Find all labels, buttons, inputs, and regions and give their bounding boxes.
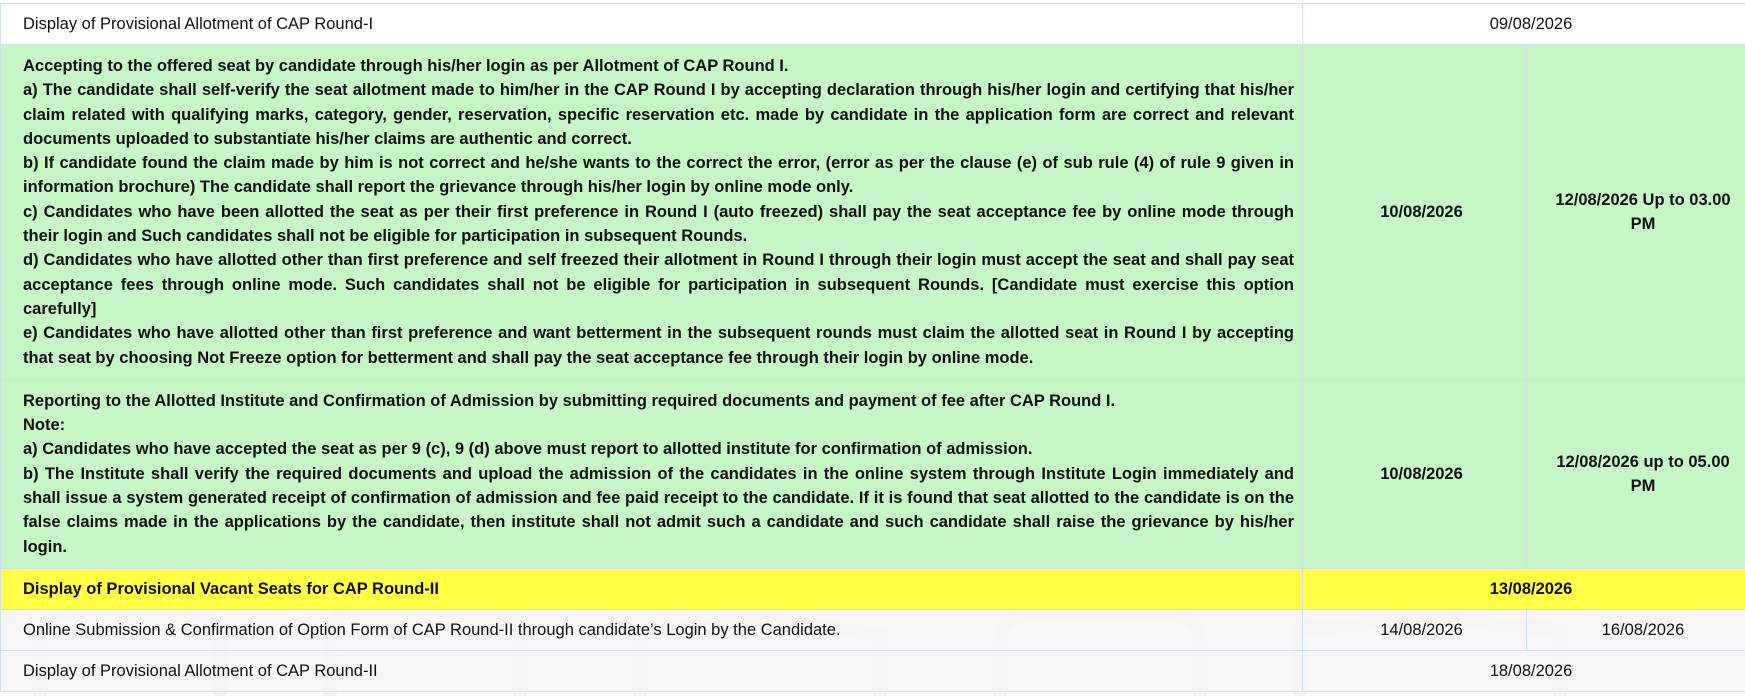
table-row	[1, 568, 1745, 609]
description-line: b) The Institute shall verify the required documents and upload the admission of the candidates in the online system through Institute Login immediately and shall issue a system generated receipt of confirmation of admission and fee paid receipt to the candidate. If it is found that seat allotted to the candidate is on the false claims made in the applications by the candidate, then institute shall not admit such a candidate and such candidate shall raise the grievance by his/her login.	[23, 464, 1294, 556]
description-line: Accepting to the offered seat by candidate through his/her login as per Allotment of CAP Round I.	[23, 57, 789, 75]
description-line: Note:	[23, 416, 66, 435]
table-row	[1, 650, 1745, 691]
activity-description: Display of Provisional Allotment of CAP Round-II	[1, 650, 1303, 691]
table-row	[1, 379, 1745, 568]
start-date: 10/08/2026	[1303, 379, 1527, 568]
description-line: e) Candidates who have allotted other than first preference and want betterment in the subsequent rounds must claim the allotted seat in Round I by accepting that seat by choosing Not Freeze option for betterment and shall pay the seat acceptance fee through their login by online mode.	[23, 324, 1294, 367]
end-date: 12/08/2026 Up to 03.00 PM	[1527, 45, 1745, 380]
activity-description	[1, 379, 1303, 568]
description-line: b) If candidate found the claim made by him is not correct and he/she wants to the correct the error, (error as per the clause (e) of sub rule (4) of rule 9 given in information brochure) The candidate shall report the grievance through his/her login by online mode only.	[23, 154, 1294, 197]
activity-date: 09/08/2026	[1303, 4, 1745, 45]
activity-description: Online Submission & Confirmation of Option Form of CAP Round-II through candidate’s Login by the Candidate.	[1, 609, 1303, 650]
end-date: 16/08/2026	[1527, 609, 1745, 650]
schedule-table	[0, 3, 1745, 692]
activity-date: 13/08/2026	[1303, 568, 1745, 609]
activity-description: Display of Provisional Vacant Seats for CAP Round-II	[1, 568, 1303, 609]
description-line: a) The candidate shall self-verify the seat allotment made to him/her in the CAP Round I by accepting declaration through his/her login and certifying that his/her claim related with qualifying marks, category, gender, reservation, specific reservation etc. made by candidate in the application form are correct and relevant documents uploaded to substantiate his/her claims are authentic and correct.	[23, 81, 1294, 148]
activity-description	[1, 45, 1303, 380]
activity-date: 18/08/2026	[1303, 650, 1745, 691]
table-row	[1, 609, 1745, 650]
table-row	[1, 45, 1745, 380]
description-line: a) Candidates who have accepted the seat as per 9 (c), 9 (d) above must report to allotted institute for confirmation of admission.	[23, 440, 1033, 459]
start-date: 10/08/2026	[1303, 45, 1527, 380]
description-line: c) Candidates who have been allotted the seat as per their first preference in Round I (auto freezed) shall pay the seat acceptance fee by online mode through their login and Such candidates shall not be eligible for participation in subsequent Rounds.	[23, 202, 1294, 246]
activity-description: Display of Provisional Allotment of CAP Round-I	[1, 4, 1303, 45]
description-line: d) Candidates who have allotted other than first preference and self freezed their allotment in Round I through their login must accept the seat and shall pay seat acceptance fees through online mode. Such candidates shall not be eligible for participation in subsequent Rounds. [Candidate must exercise this option carefully]	[23, 251, 1294, 318]
end-date: 12/08/2026 up to 05.00 PM	[1527, 379, 1745, 568]
description-line: Reporting to the Allotted Institute and Confirmation of Admission by submitting required documents and payment of fee after CAP Round I.	[23, 391, 1116, 410]
table-row	[1, 4, 1745, 45]
start-date: 14/08/2026	[1303, 609, 1527, 650]
